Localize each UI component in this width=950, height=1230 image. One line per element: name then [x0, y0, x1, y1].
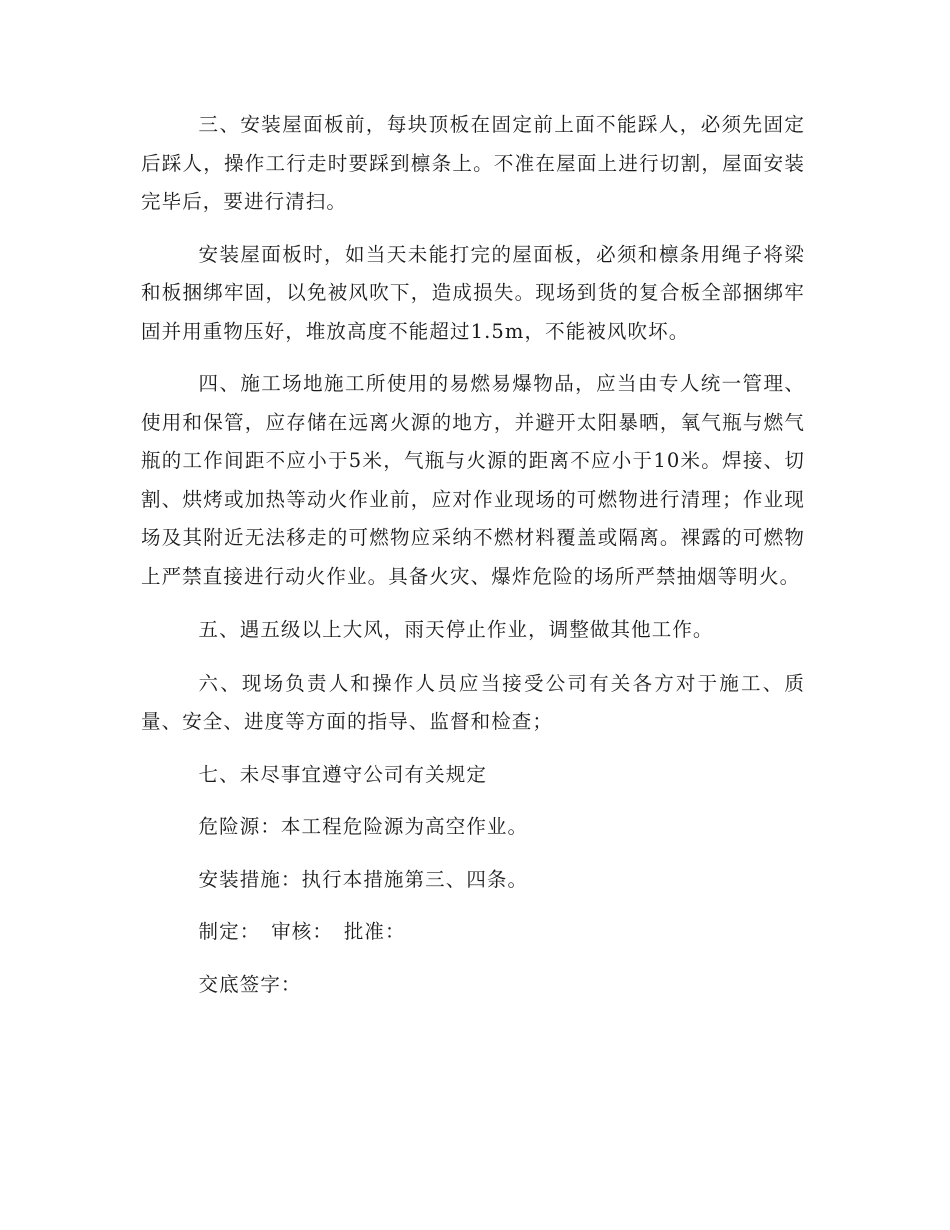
paragraph-section-six: 六、现场负责人和操作人员应当接受公司有关各方对于施工、质量、安全、进度等方面的指导、监督和检查；	[141, 671, 805, 733]
paragraph-signature-line: 交底签字：	[198, 972, 302, 996]
paragraph-section-four: 四、施工场地施工所使用的易燃易爆物品，应当由专人统一管理、使用和保管，应存储在远离火源的地方，并避开太阳暴晒，氧气瓶与燃气瓶的工作间距不应小于5米，气瓶与火源的距离不应小于10米。焊接、切割、烘烤或加热等动火作业前，应对作业现场的可燃物进行清理；作业现场及其附近无法移走的可燃物应采纳不燃材料覆盖或隔离。裸露的可燃物上严禁直接进行动火作业。具备火灾、爆炸危险的场所严禁抽烟等明火。	[141, 372, 805, 588]
paragraph-section-five: 五、遇五级以上大风，雨天停止作业，调整做其他工作。	[198, 618, 714, 641]
document-page	[141, 106, 805, 1004]
paragraph-roof-panel-binding: 安装屋面板时，如当天未能打完的屋面板，必须和檩条用绳子将梁和板捆绑牢固，以免被风吹下，造成损失。现场到货的复合板全部捆绑牢固并用重物压好，堆放高度不能超过1.5m，不能被风吹坏。	[141, 242, 805, 343]
paragraph-approval-line: 制定： 审核： 批准：	[198, 920, 406, 943]
paragraph-hazard-source: 危险源：本工程危险源为高空作业。	[198, 815, 529, 838]
paragraph-section-three: 三、安装屋面板前，每块顶板在固定前上面不能踩人，必须先固定后踩人，操作工行走时要踩到檩条上。不准在屋面上进行切割，屋面安装完毕后，要进行清扫。	[141, 113, 805, 213]
paragraph-install-measures: 安装措施：执行本措施第三、四条。	[198, 867, 529, 891]
paragraph-section-seven: 七、未尽事宜遵守公司有关规定	[198, 762, 487, 786]
